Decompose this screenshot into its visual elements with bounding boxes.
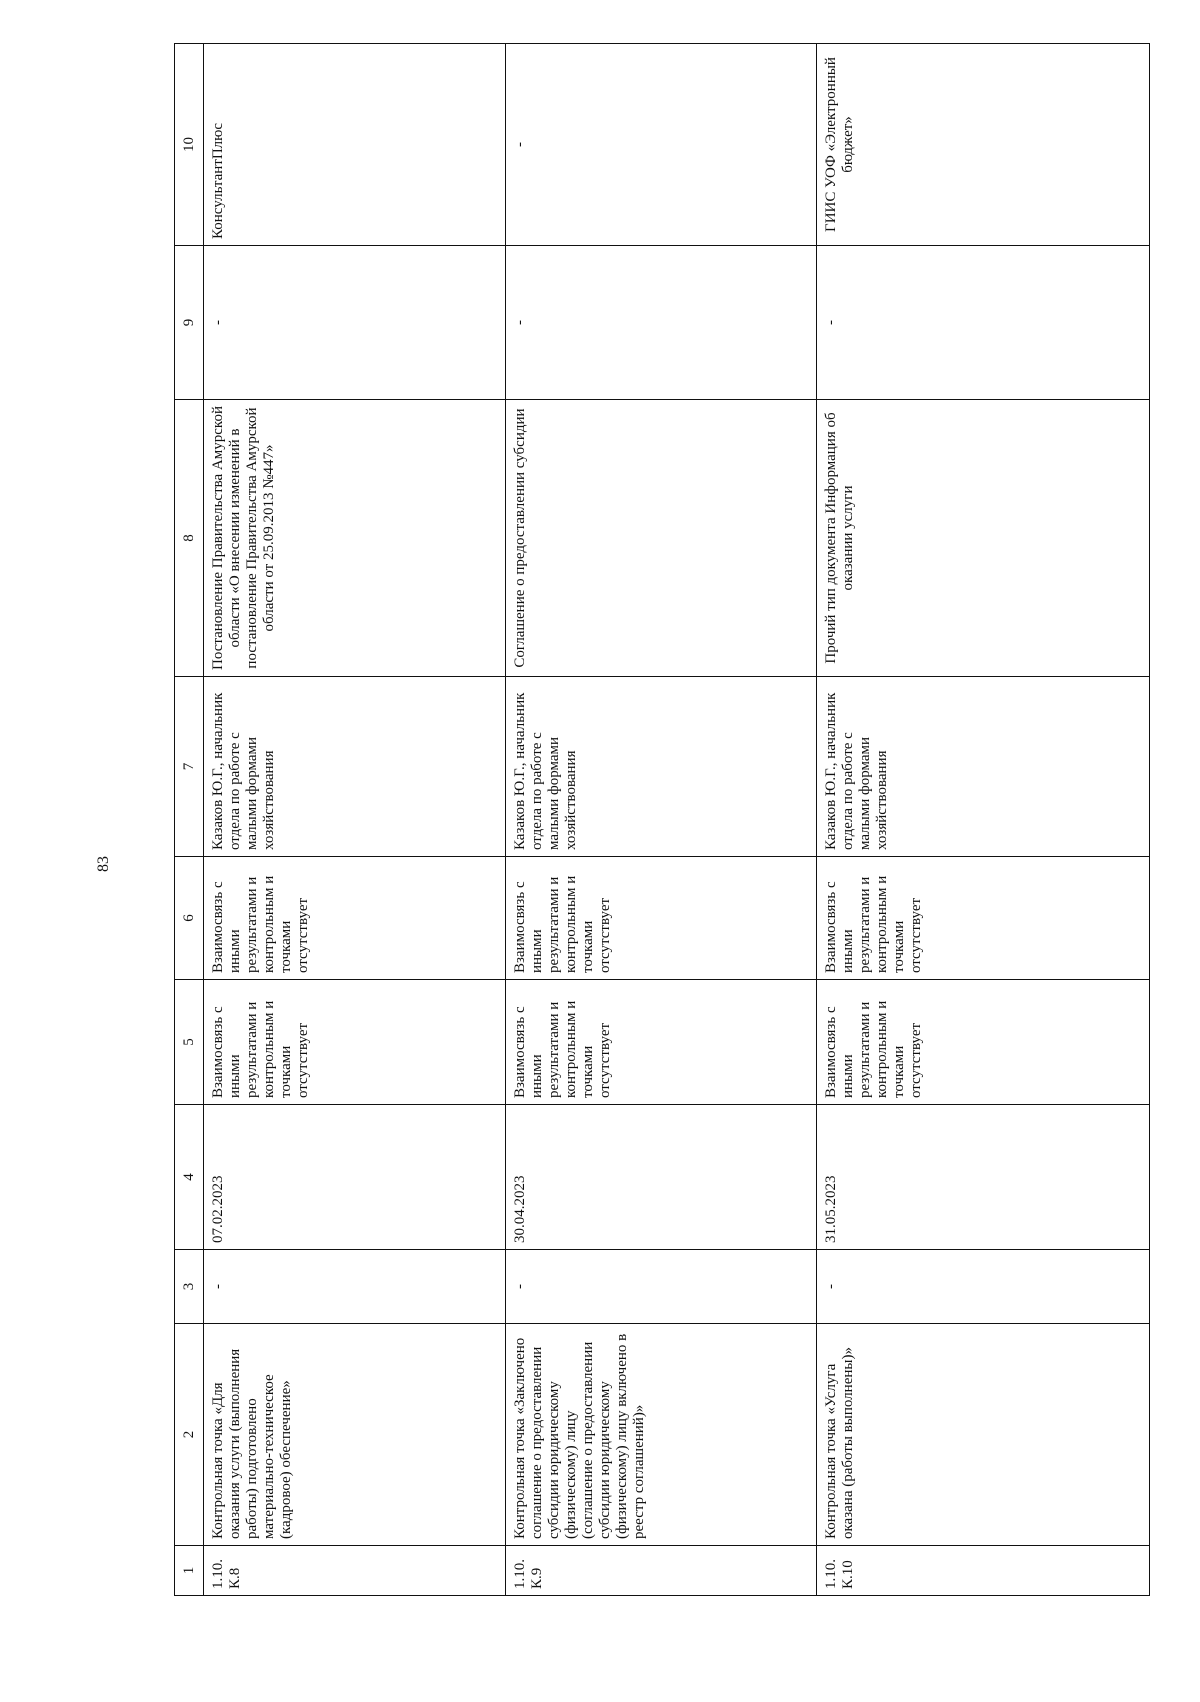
cell-date: 07.02.2023 — [204, 1105, 506, 1250]
cell-system: КонсультантПлюс — [204, 44, 506, 246]
cell-col3: - — [506, 1250, 817, 1324]
cell-col9: - — [817, 246, 1150, 400]
table-row — [204, 44, 506, 1596]
col-header-6: 6 — [175, 857, 204, 980]
table-row — [506, 44, 817, 1596]
cell-relation-5: Взаимосвязь с иными результатами и контрольным и точками отсутствует — [506, 980, 817, 1105]
cell-col9: - — [506, 246, 817, 400]
cell-code: 1.10. К.8 — [204, 1546, 506, 1596]
cell-document: Соглашение о предоставлении субсидии — [506, 400, 817, 677]
cell-responsible: Казаков Ю.Г., начальник отдела по работе с малыми формами хозяйствования — [204, 677, 506, 857]
col-header-7: 7 — [175, 677, 204, 857]
cell-responsible: Казаков Ю.Г., начальник отдела по работе с малыми формами хозяйствования — [506, 677, 817, 857]
cell-relation-6: Взаимосвязь с иными результатами и контрольным и точками отсутствует — [817, 857, 1150, 980]
col-header-4: 4 — [175, 1105, 204, 1250]
cell-relation-6: Взаимосвязь с иными результатами и контрольным и точками отсутствует — [506, 857, 817, 980]
col-header-8: 8 — [175, 400, 204, 677]
cell-date: 31.05.2023 — [817, 1105, 1150, 1250]
cell-date: 30.04.2023 — [506, 1105, 817, 1250]
cell-code: 1.10. К.10 — [817, 1546, 1150, 1596]
cell-relation-6: Взаимосвязь с иными результатами и контрольным и точками отсутствует — [204, 857, 506, 980]
col-header-2: 2 — [175, 1324, 204, 1546]
rotated-table-container — [174, 44, 1148, 1596]
col-header-5: 5 — [175, 980, 204, 1105]
col-header-10: 10 — [175, 44, 204, 246]
cell-code: 1.10. К.9 — [506, 1546, 817, 1596]
cell-col9: - — [204, 246, 506, 400]
cell-relation-5: Взаимосвязь с иными результатами и контрольным и точками отсутствует — [204, 980, 506, 1105]
cell-control-point: Контрольная точка «Заключено соглашение о предоставлении субсидии юридическому (физическому) лицу (соглашение о предоставлении субсидии юридическому (физическому) лицу включено в реестр соглашений)» — [506, 1324, 817, 1546]
cell-col3: - — [204, 1250, 506, 1324]
cell-document: Прочий тип документа Информация об оказании услуги — [817, 400, 1150, 677]
cell-responsible: Казаков Ю.Г., начальник отдела по работе с малыми формами хозяйствования — [817, 677, 1150, 857]
cell-col3: - — [817, 1250, 1150, 1324]
table-row — [817, 44, 1150, 1596]
cell-control-point: Контрольная точка «Услуга оказана (работы выполнены)» — [817, 1324, 1150, 1546]
cell-document: Постановление Правительства Амурской области «О внесении изменений в постановление Правительства Амурской области от 25.09.2013 №447» — [204, 400, 506, 677]
col-header-9: 9 — [175, 246, 204, 400]
cell-control-point: Контрольная точка «Для оказания услуги (выполнения работы) подготовлено материально-техническое (кадровое) обеспечение» — [204, 1324, 506, 1546]
control-points-table — [174, 43, 1150, 1596]
col-header-3: 3 — [175, 1250, 204, 1324]
cell-system: - — [506, 44, 817, 246]
page-number: 83 — [95, 856, 112, 872]
cell-system: ГИИС УОФ «Электронный бюджет» — [817, 44, 1150, 246]
cell-relation-5: Взаимосвязь с иными результатами и контрольным и точками отсутствует — [817, 980, 1150, 1105]
header-row — [175, 44, 204, 1596]
col-header-1: 1 — [175, 1546, 204, 1596]
